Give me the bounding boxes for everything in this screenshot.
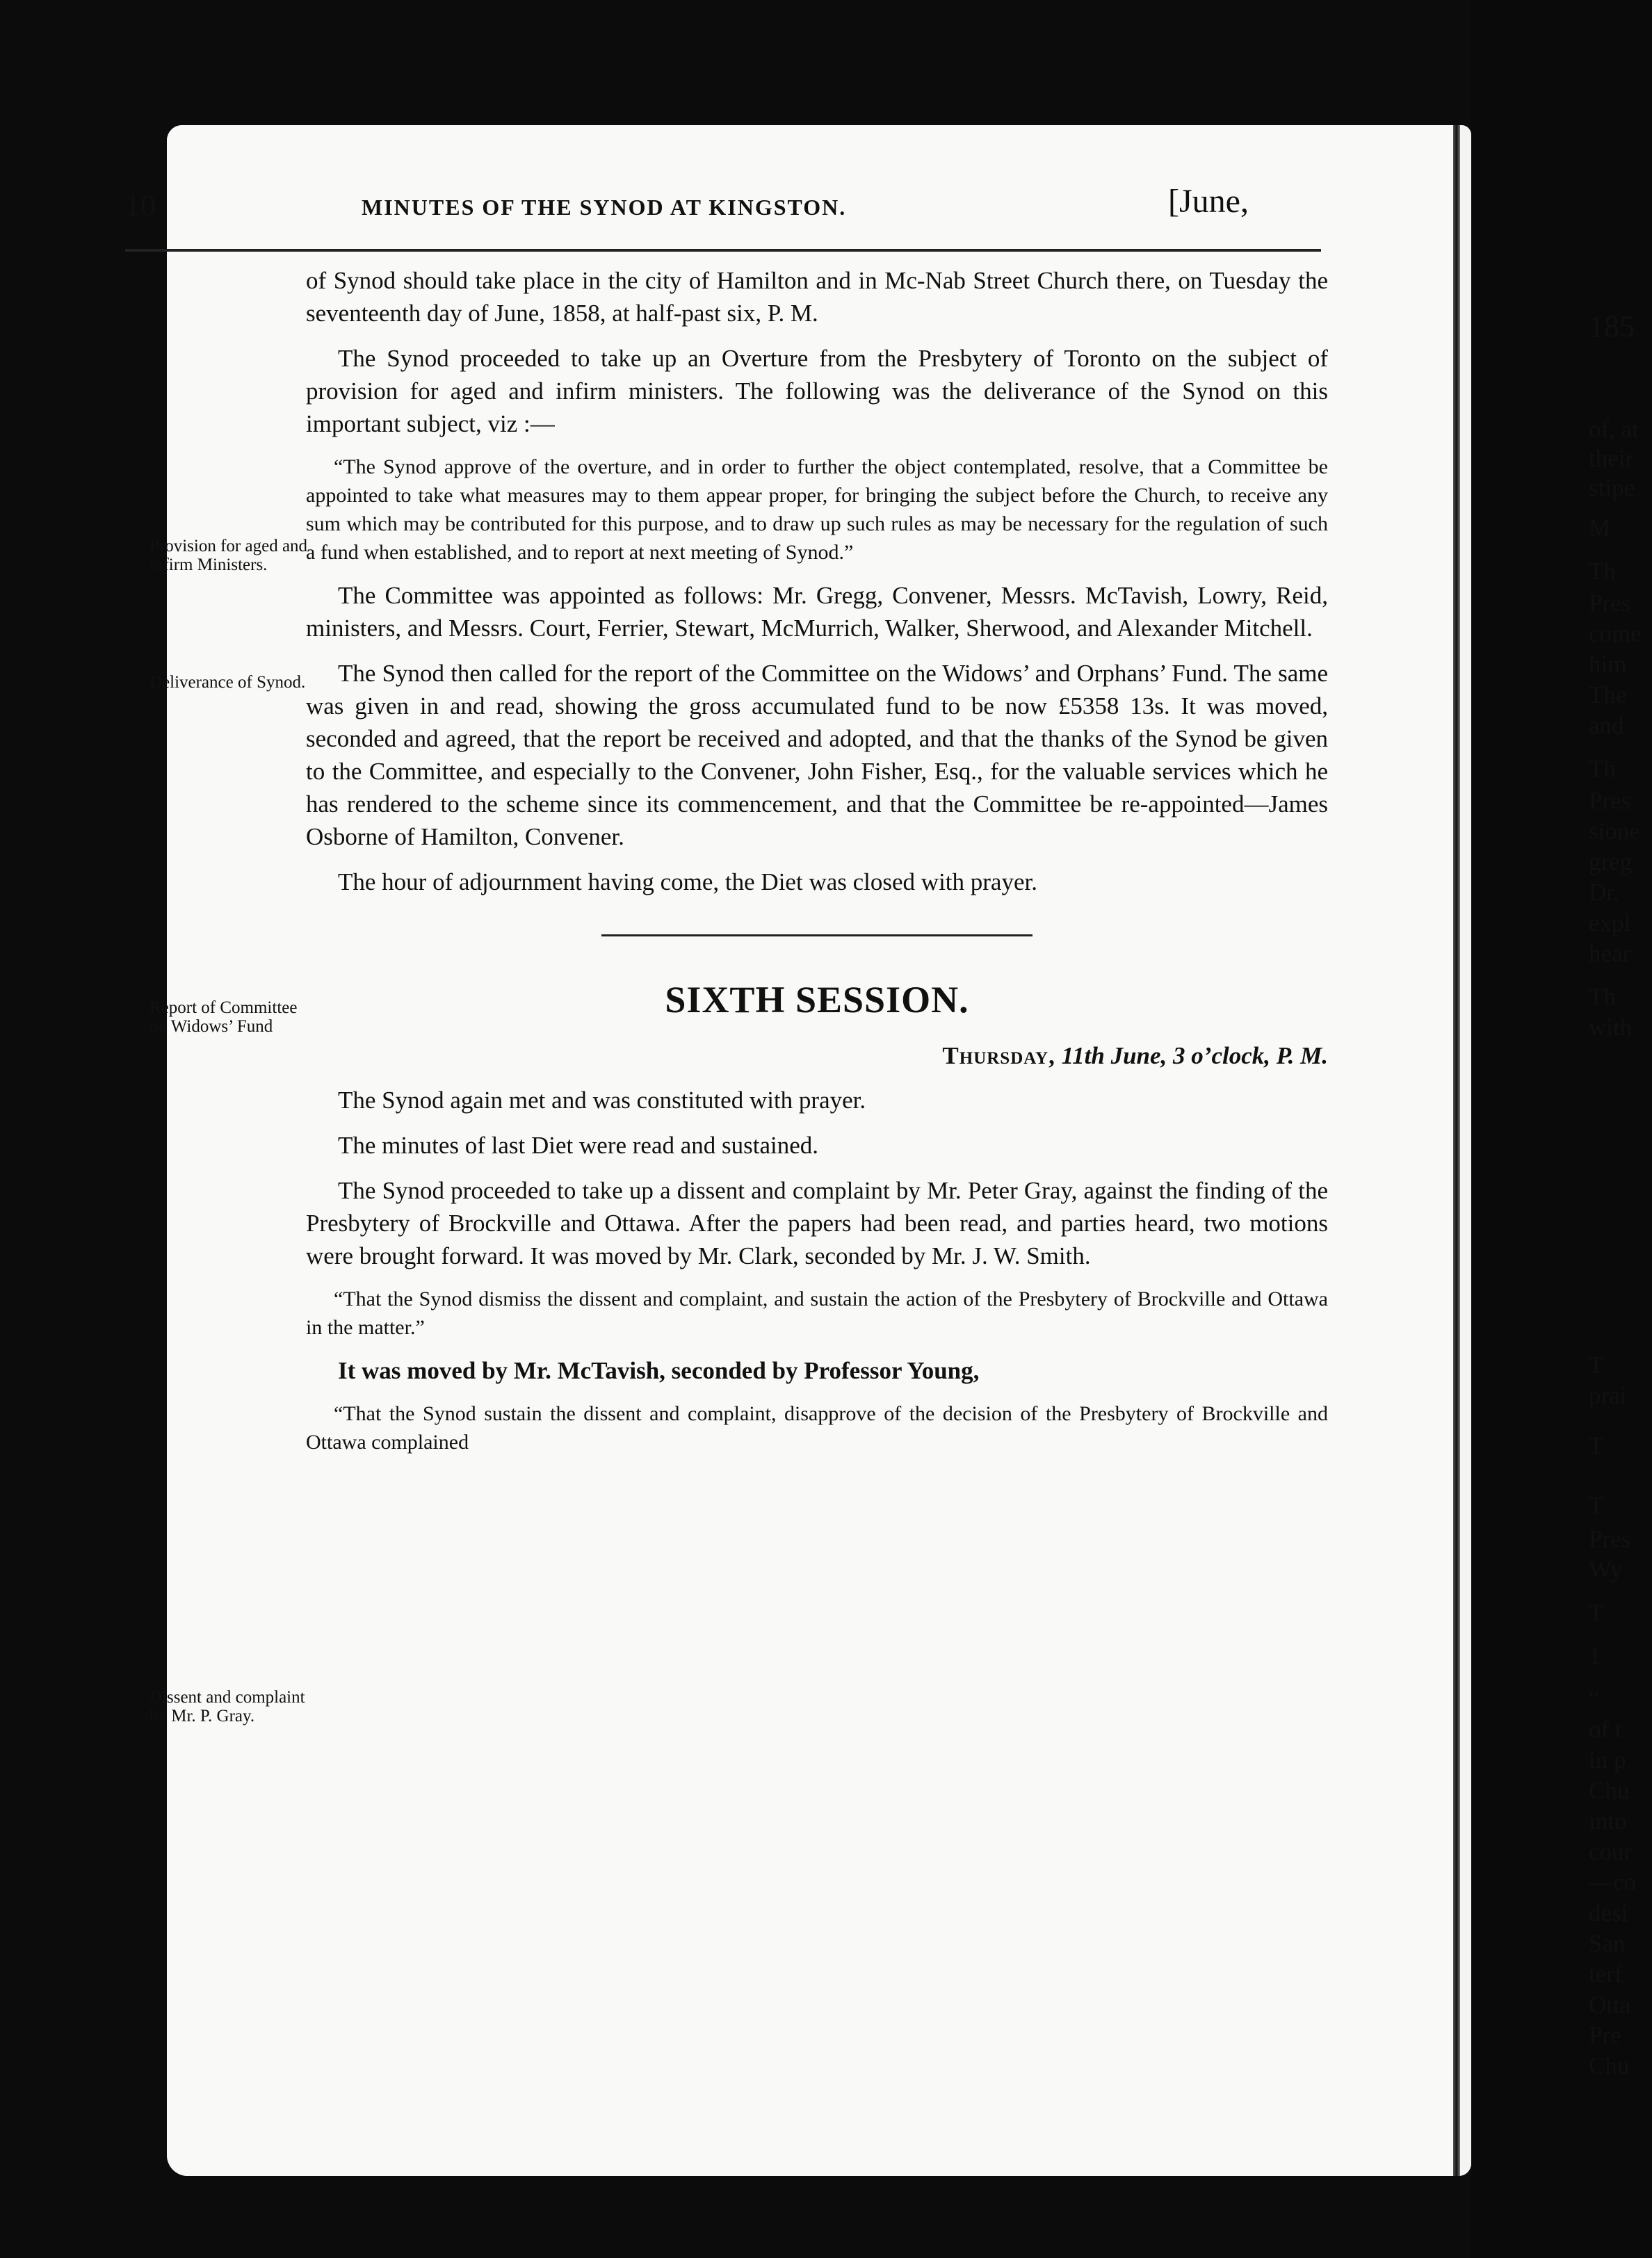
right-fragment: Pre [1589, 2022, 1621, 2049]
right-fragment: cour [1589, 1838, 1633, 1865]
right-fragment: T [1589, 1351, 1604, 1379]
paragraph-widows-fund: The Synod then called for the report of the Committee on the Widows’ and Orphans’ Fund. The same was given in and read, showing the gross accumulated fund to be now £5358 13s. It was moved, seconded and agreed, that the report be received and adopted, and that the thanks of the Synod be given to the Committee, and especially to the Convener, John Fisher, Esq., for the valuable services which he has rendered to the scheme since its commencement, and that the Committee be re-appointed—James Osborne of Hamilton, Convener. [306, 660, 1328, 850]
section-divider [601, 934, 1032, 936]
header-rule [125, 249, 1321, 252]
margin-note-dissent: Dissent and complaint by Mr. P. Gray. [149, 1688, 305, 1725]
right-fragment: and [1589, 712, 1624, 739]
paragraph-committee: The Committee was appointed as follows: Mr. Gregg, Convener, Messrs. McTavish, Lowry, Reid, ministers, and Messrs. Court, Ferrier, Stewart, McMurrich, Walker, Sherwood, and Alexander Mitchell. [306, 582, 1328, 642]
right-fragment: M [1589, 514, 1611, 542]
paragraph-overture: The Synod proceeded to take up an Overture from the Presbytery of Toronto on the subject of provision for aged and infirm ministers. The following was the deliverance of the Synod on this important subject, viz :— [306, 345, 1328, 437]
right-fragment: prai [1589, 1382, 1627, 1409]
paragraph-motion-sustain: “That the Synod sustain the dissent and complaint, disapprove of the decision of the Presbytery of Brockville and Ottawa complained [306, 1402, 1328, 1454]
right-fragment: greg [1589, 848, 1633, 875]
paragraph-motion-dismiss: “That the Synod dismiss the dissent and complaint, and sustain the action of the Presbytery of Brockville and Ottawa in the matter.” [306, 1288, 1328, 1339]
right-fragment: Pres [1589, 590, 1631, 617]
right-fragment: terf [1589, 1960, 1623, 1988]
right-fragment: Th [1589, 755, 1616, 782]
paragraph-synod-place: of Synod should take place in the city of Hamilton and in Mc-Nab Street Church there, on Tuesday the seventeenth day of June, 1858, at half-past six, P. M. [306, 267, 1328, 327]
right-fragment: T [1589, 1432, 1604, 1459]
right-page [1460, 125, 1471, 2176]
right-fragment: Chu [1589, 1777, 1630, 1804]
right-page-header: 185 [1589, 309, 1635, 343]
right-fragment: San [1589, 1930, 1626, 1957]
session-dateline [306, 1042, 1328, 1070]
right-fragment: Dr. [1589, 879, 1619, 906]
paragraph-adjournment: The hour of adjournment having come, the Diet was closed with prayer. [338, 868, 1037, 895]
right-fragment: come [1589, 620, 1642, 647]
right-fragment: Chu [1589, 2052, 1630, 2079]
right-fragment: desi [1589, 1899, 1628, 1926]
right-fragment: T [1589, 1492, 1604, 1519]
session-date: 11th June, 3 o’clock, P. M. [1061, 1042, 1328, 1069]
paragraph-minutes: The minutes of last Diet were read and sustained. [338, 1132, 819, 1159]
right-fragment: Th [1589, 558, 1616, 585]
main-text [306, 264, 1328, 1469]
right-fragment: with [1589, 1014, 1633, 1041]
right-fragment: Pres [1589, 1525, 1631, 1552]
right-fragment: into [1589, 1808, 1627, 1835]
margin-note-widows-fund: Report of Committee on Widows’ Fund [149, 998, 298, 1036]
right-fragment: Wy [1589, 1556, 1623, 1583]
right-fragment: Pres [1589, 787, 1631, 814]
right-fragment: The [1589, 681, 1627, 708]
paragraph-constituted: The Synod again met and was constituted with prayer. [338, 1087, 866, 1114]
right-fragment: of, at [1589, 416, 1639, 443]
session-day: Thursday, [942, 1042, 1055, 1069]
right-fragment: in p [1589, 1746, 1626, 1773]
session-title: SIXTH SESSION. [665, 979, 969, 1021]
book-gutter [1453, 125, 1460, 2176]
right-fragment: “ [1589, 1685, 1600, 1712]
right-fragment: —co [1589, 1869, 1637, 1896]
right-fragment: Otta [1589, 1991, 1631, 2018]
right-fragment: expl [1589, 909, 1631, 936]
right-fragment: him [1589, 651, 1627, 678]
paragraph-mctavish-motion: It was moved by Mr. McTavish, seconded by Professor Young, [338, 1357, 980, 1384]
right-fragment: hear [1589, 940, 1631, 967]
paragraph-deliverance: “The Synod approve of the overture, and in order to further the object contemplated, resolve, that a Committee be appointed to take what measures may to them appear proper, for bringing the subject before the Church, to receive any sum which may be contributed for this purpose, and to draw up such rules as may be necessary for the regulation of such a fund when established, and to report at next meeting of Synod.” [306, 455, 1328, 564]
paragraph-dissent: The Synod proceeded to take up a dissent and complaint by Mr. Peter Gray, against the finding of the Presbytery of Brockville and Ottawa. After the papers had been read, and parties heard, two motions were brought forward. It was moved by Mr. Clark, seconded by Mr. J. W. Smith. [306, 1177, 1328, 1269]
right-fragment: sione [1589, 818, 1640, 845]
margin-note-deliverance: Deliverance of Synod. [149, 673, 306, 692]
right-fragment: their [1589, 445, 1634, 472]
right-fragment: 1 [1589, 1642, 1601, 1669]
right-fragment: Th [1589, 983, 1616, 1010]
margin-note-provision: Provision for aged and infirm Ministers. [149, 537, 308, 574]
running-header [125, 182, 1321, 238]
running-title: MINUTES OF THE SYNOD AT KINGSTON. [362, 195, 847, 220]
right-fragment: stipe [1589, 474, 1635, 501]
running-date: [June, [1168, 183, 1249, 220]
right-fragment: of t [1589, 1716, 1622, 1743]
right-fragment: T [1589, 1599, 1604, 1626]
page-number: 10 [125, 188, 156, 222]
